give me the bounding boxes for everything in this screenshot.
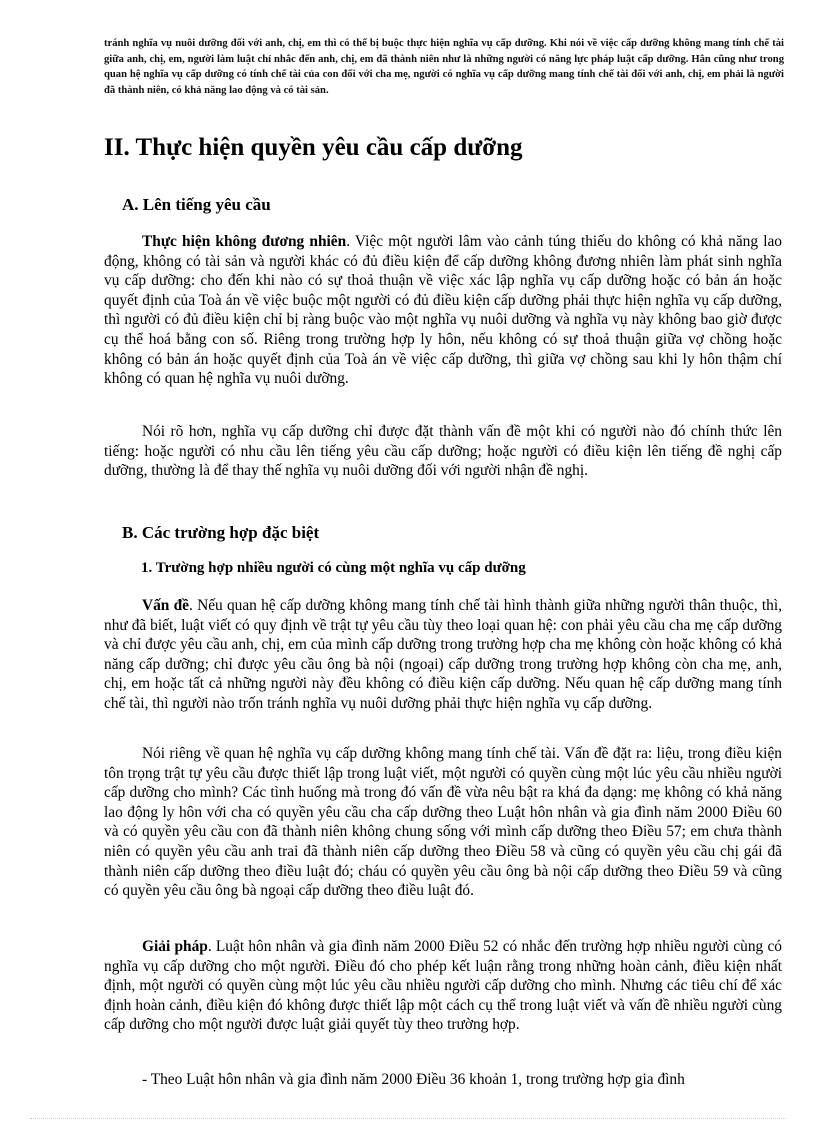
paragraph-body: Nói rõ hơn, nghĩa vụ cấp dưỡng chỉ được đặt thành vấn đề một khi có người nào đó chính thức lên tiếng: hoặc người có nhu cầu lên tiếng yêu cầu cấp dưỡng; hoặc người có điều kiện lên tiếng đề nghị cấp dưỡng, thường là để thay thế nghĩa vụ nuôi dưỡng đối với người nhận đề nghị. — [104, 423, 782, 480]
subsection-a-paragraph-1 — [104, 232, 782, 389]
paragraph-lead: Giải pháp — [142, 938, 208, 955]
paragraph-body: . Luật hôn nhân và gia đình năm 2000 Điều 52 có nhắc đến trường hợp nhiều người cùng có nghĩa vụ cấp dưỡng cho một người. Điều đó cho phép kết luận rằng trong những hoàn cảnh, điều kiện nhất định, một người có quyền cùng một lúc yêu cầu nhiều người cấp dưỡng cho mình. Nhưng các tiêu chí để xác định hoàn cảnh, điều kiện đó không được thiết lập một cách cụ thể trong luật viết và vấn đề nhiều người cùng cấp dưỡng cho một người được luật giải quyết tùy theo trường hợp. — [104, 938, 782, 1034]
subsection-b-title: B. Các trường hợp đặc biệt — [122, 523, 320, 542]
subsection-b-paragraph-1 — [104, 596, 782, 714]
intro-paragraph: tránh nghĩa vụ nuôi dưỡng đối với anh, chị, em thì có thể bị buộc thực hiện nghĩa vụ cấp dưỡng. Khi nói về việc cấp dưỡng không mang tính chế tài giữa anh, chị, em, người làm luật chỉ nhắc đến anh, chị, em đã thành niên như là những người có năng lực pháp luật cấp dưỡng. Hẳn cũng như trong quan hệ nghĩa vụ cấp dưỡng có tính chế tài của con đối với cha mẹ, người có nghĩa vụ cấp dưỡng mang tính chế tài đối với anh, chị, em phải là người đã thành niên, có khả năng lao động và có tài sản. — [104, 38, 784, 96]
paragraph-lead: Vấn đề — [142, 597, 189, 614]
paragraph-body: . Việc một người lâm vào cảnh túng thiếu do không có khả năng lao động, không có tài sản và người khác có đủ điều kiện để cấp dưỡng không đương nhiên làm phát sinh nghĩa vụ cấp dưỡng: cho đến khi nào có sự thoả thuận về việc xác lập nghĩa vụ cấp dưỡng hoặc có bản án hoặc quyết định của Toà án về việc buộc một người có đủ điều kiện cấp dưỡng phải thực hiện nghĩa vụ cấp dưỡng, thì người có đủ điều kiện chỉ bị ràng buộc vào một nghĩa vụ nuôi dưỡng và nghĩa vụ này không bao giờ được cụ thể hoá bằng con số. Riêng trong trường hợp ly hôn, nếu không có sự thoả thuận giữa vợ chồng hoặc không có bản án hoặc quyết định của Toà án về việc cấp dưỡng, thì giữa vợ chồng sau khi ly hôn thậm chí không có quan hệ nghĩa vụ nuôi dưỡng. — [104, 233, 783, 388]
subsection-a-title: A. Lên tiếng yêu cầu — [122, 195, 271, 214]
paragraph-body: Nói riêng về quan hệ nghĩa vụ cấp dưỡng không mang tính chế tài. Vấn đề đặt ra: liệu, trong điều kiện tôn trọng trật tự yêu cầu được thiết lập trong luật viết, một người có quyền cùng một lúc yêu cầu nhiều người cấp dưỡng cho mình? Các tình huống mà trong đó vấn đề vừa nêu bật ra khá đa dạng: mẹ không có khả năng lao động ly hôn với cha có quyền yêu cầu cha cấp dưỡng theo Luật hôn nhân và gia đình năm 2000 Điều 60 và có quyền yêu cầu con đã thành niên không chung sống với mình cấp dưỡng theo Điều 57; em chưa thành niên có quyền yêu cầu anh trai đã thành niên cấp dưỡng theo Điều 58 và cũng có quyền yêu cầu chị gái đã thành niên cấp dưỡng theo điều luật đó; cháu có quyền yêu cầu ông bà nội cấp dưỡng theo Điều 59 và cũng có quyền yêu cầu ông bà ngoại cấp dưỡng theo điều luật đó. — [104, 745, 782, 900]
subsection-b-paragraph-4 — [104, 1070, 782, 1090]
paragraph-lead: Thực hiện không đương nhiên — [142, 233, 347, 250]
paragraph-body: - Theo Luật hôn nhân và gia đình năm 2000 Điều 36 khoản 1, trong trường hợp gia đình — [142, 1071, 685, 1088]
paragraph-body: . Nếu quan hệ cấp dưỡng không mang tính chế tài hình thành giữa những người thân thuộc, thì, như đã biết, luật viết có quy định về trật tự yêu cầu tùy theo loại quan hệ: con phải yêu cầu cha mẹ cấp dưỡng và chỉ được yêu cầu anh, chị, em của mình cấp dưỡng trong trường hợp cha mẹ không còn hoặc không có khả năng cấp dưỡng; chỉ được yêu cầu ông bà nội (ngoại) cấp dưỡng trong trường hợp không còn cha mẹ, anh, chị, em hoặc tất cả những người này đều không có điều kiện cấp dưỡng. Nếu quan hệ cấp dưỡng mang tính chế tài, thì người nào trốn tránh nghĩa vụ nuôi dưỡng phải thực hiện nghĩa vụ cấp dưỡng. — [104, 597, 782, 712]
subsection-b-paragraph-3 — [104, 937, 782, 1035]
page-bottom-divider — [30, 1118, 786, 1119]
subsection-a-paragraph-2 — [104, 422, 782, 481]
subsection-b-item-1-title: 1. Trường hợp nhiều người có cùng một nghĩa vụ cấp dưỡng — [141, 560, 526, 576]
section-title: II. Thực hiện quyền yêu cầu cấp dưỡng — [104, 134, 523, 161]
subsection-b-paragraph-2 — [104, 744, 782, 901]
